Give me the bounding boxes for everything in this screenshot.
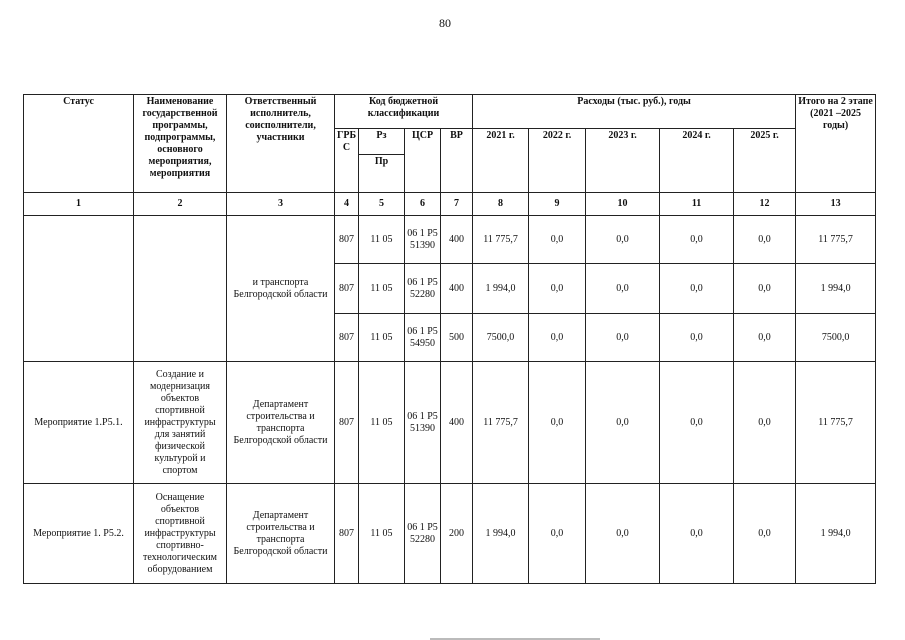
column-number: 1	[24, 193, 134, 216]
header-year-2022: 2022 г.	[529, 129, 586, 193]
csr-cell: 06 1 P5 52280	[405, 264, 441, 314]
rzpr-cell: 11 05	[359, 216, 405, 264]
csr-cell: 06 1 P5 51390	[405, 362, 441, 484]
vr-cell: 400	[441, 216, 473, 264]
page-number: 80	[439, 16, 451, 30]
y2023-cell: 0,0	[586, 314, 660, 362]
executor-cell: и транспорта Белгородской области	[227, 216, 335, 362]
header-grbs: ГРБ С	[335, 129, 359, 193]
header-year-2025: 2025 г.	[734, 129, 796, 193]
header-csr: ЦСР	[405, 129, 441, 193]
grbs-cell: 807	[335, 216, 359, 264]
column-number: 13	[796, 193, 876, 216]
column-number: 12	[734, 193, 796, 216]
total-cell: 11 775,7	[796, 362, 876, 484]
status-cell: Мероприятие 1.P5.1.	[24, 362, 134, 484]
column-number-row	[24, 193, 876, 216]
y2023-cell: 0,0	[586, 264, 660, 314]
y2025-cell: 0,0	[734, 484, 796, 584]
table-row	[24, 216, 876, 264]
grbs-cell: 807	[335, 314, 359, 362]
vr-cell: 400	[441, 264, 473, 314]
vr-cell: 400	[441, 362, 473, 484]
y2021-cell: 11 775,7	[473, 216, 529, 264]
rzpr-cell: 11 05	[359, 362, 405, 484]
y2022-cell: 0,0	[529, 314, 586, 362]
column-number: 10	[586, 193, 660, 216]
column-number: 8	[473, 193, 529, 216]
executor-cell: Департамент строительства и транспорта Белгородской области	[227, 362, 335, 484]
y2025-cell: 0,0	[734, 314, 796, 362]
y2024-cell: 0,0	[660, 362, 734, 484]
y2024-cell: 0,0	[660, 314, 734, 362]
column-number: 6	[405, 193, 441, 216]
rzpr-cell: 11 05	[359, 484, 405, 584]
y2023-cell: 0,0	[586, 362, 660, 484]
y2022-cell: 0,0	[529, 216, 586, 264]
name-cell	[134, 216, 227, 362]
header-year-2023: 2023 г.	[586, 129, 660, 193]
header-year-2021: 2021 г.	[473, 129, 529, 193]
header-vr: ВР	[441, 129, 473, 193]
status-cell: Мероприятие 1. P5.2.	[24, 484, 134, 584]
header-expenses: Расходы (тыс. руб.), годы	[473, 95, 796, 129]
vr-cell: 500	[441, 314, 473, 362]
header-rz: Рз	[359, 129, 405, 155]
y2025-cell: 0,0	[734, 264, 796, 314]
header-total: Итого на 2 этапе (2021 –2025 годы)	[796, 95, 876, 193]
header-executor: Ответственный исполнитель, соисполнители, участники	[227, 95, 335, 193]
status-cell	[24, 216, 134, 362]
header-year-2024: 2024 г.	[660, 129, 734, 193]
y2022-cell: 0,0	[529, 362, 586, 484]
header-budget-code: Код бюджетной классификации	[335, 95, 473, 129]
name-cell: Оснащение объектов спортивной инфраструктуры спортивно-технологическим оборудованием	[134, 484, 227, 584]
csr-cell: 06 1 P5 54950	[405, 314, 441, 362]
total-cell: 1 994,0	[796, 484, 876, 584]
executor-cell: Департамент строительства и транспорта Белгородской области	[227, 484, 335, 584]
column-number: 11	[660, 193, 734, 216]
grbs-cell: 807	[335, 484, 359, 584]
y2021-cell: 1 994,0	[473, 484, 529, 584]
header-pr: Пр	[359, 155, 405, 193]
y2023-cell: 0,0	[586, 484, 660, 584]
total-cell: 7500,0	[796, 314, 876, 362]
csr-cell: 06 1 P5 51390	[405, 216, 441, 264]
rzpr-cell: 11 05	[359, 264, 405, 314]
table-row	[24, 362, 876, 484]
grbs-cell: 807	[335, 264, 359, 314]
y2021-cell: 1 994,0	[473, 264, 529, 314]
grbs-cell: 807	[335, 362, 359, 484]
name-cell: Создание и модернизация объектов спортивной инфраструктуры для занятий физической культурой и спортом	[134, 362, 227, 484]
column-number: 9	[529, 193, 586, 216]
budget-table	[23, 94, 876, 584]
column-number: 4	[335, 193, 359, 216]
total-cell: 11 775,7	[796, 216, 876, 264]
y2023-cell: 0,0	[586, 216, 660, 264]
column-number: 5	[359, 193, 405, 216]
column-number: 7	[441, 193, 473, 216]
y2024-cell: 0,0	[660, 216, 734, 264]
y2025-cell: 0,0	[734, 216, 796, 264]
vr-cell: 200	[441, 484, 473, 584]
y2022-cell: 0,0	[529, 264, 586, 314]
column-number: 2	[134, 193, 227, 216]
rzpr-cell: 11 05	[359, 314, 405, 362]
y2021-cell: 11 775,7	[473, 362, 529, 484]
header-name: Наименование государственной программы, подпрограммы, основного мероприятия, мероприятия	[134, 95, 227, 193]
table-row	[24, 484, 876, 584]
total-cell: 1 994,0	[796, 264, 876, 314]
y2024-cell: 0,0	[660, 484, 734, 584]
column-number: 3	[227, 193, 335, 216]
y2021-cell: 7500,0	[473, 314, 529, 362]
y2024-cell: 0,0	[660, 264, 734, 314]
y2022-cell: 0,0	[529, 484, 586, 584]
header-status: Статус	[24, 95, 134, 193]
csr-cell: 06 1 P5 52280	[405, 484, 441, 584]
y2025-cell: 0,0	[734, 362, 796, 484]
